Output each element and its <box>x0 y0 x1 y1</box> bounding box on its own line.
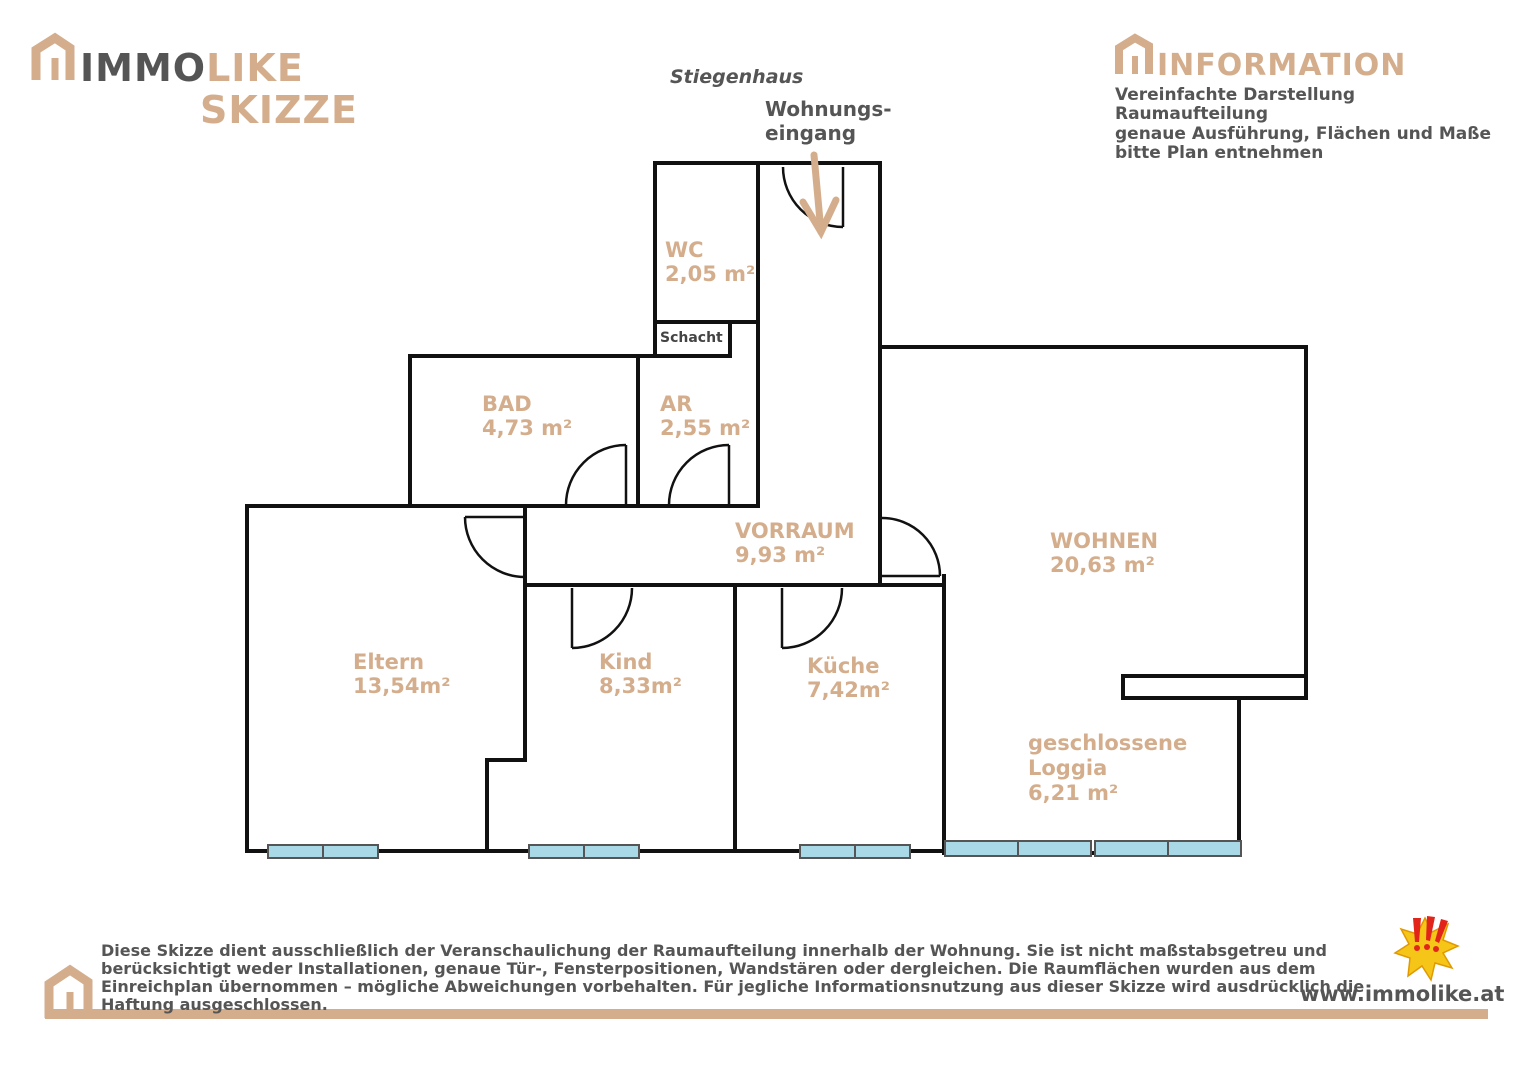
room-wc-area: 2,05 m² <box>665 262 756 286</box>
entrance-label-line2: eingang <box>765 121 857 145</box>
room-wohnen <box>1050 529 1158 577</box>
info-title: INFORMATION <box>1157 48 1407 83</box>
room-eltern <box>353 650 451 698</box>
room-kueche-area: 7,42m² <box>807 678 890 702</box>
room-vorraum <box>735 519 855 567</box>
info-house-icon <box>1119 38 1149 74</box>
info-line-2: Raumaufteilung <box>1115 104 1269 124</box>
room-kind-name: Kind <box>599 650 653 674</box>
room-wc <box>665 238 755 286</box>
logo-title <box>80 48 304 88</box>
schacht-label: Schacht <box>660 330 723 346</box>
room-wohnen-area: 20,63 m² <box>1050 553 1155 577</box>
room-loggia <box>1028 731 1187 806</box>
room-ar <box>660 392 750 440</box>
room-kind <box>599 650 682 698</box>
room-eltern-name: Eltern <box>353 650 425 674</box>
info-line-4: bitte Plan entnehmen <box>1115 143 1324 163</box>
info-line-3: genaue Ausführung, Flächen und Maße <box>1115 124 1492 144</box>
entrance-label <box>765 97 892 145</box>
room-vorraum-area: 9,93 m² <box>735 543 826 567</box>
entrance-arrow-icon <box>803 155 836 232</box>
logo-house-icon <box>36 38 70 80</box>
room-loggia-area: 6,21 m² <box>1028 781 1119 805</box>
logo-subtitle: SKIZZE <box>200 88 359 132</box>
room-kueche <box>807 654 890 702</box>
room-bad-area: 4,73 m² <box>482 416 573 440</box>
room-bad-name: BAD <box>482 392 532 416</box>
exclamation-burst-icon <box>1395 916 1458 980</box>
room-ar-name: AR <box>660 392 693 416</box>
stiegenhaus-label: Stiegenhaus <box>670 66 804 88</box>
logo-part2: LIKE <box>206 46 304 90</box>
disclaimer-text: Diese Skizze dient ausschließlich der Veranschaulichung der Raumaufteilung innerhalb der Wohnung. Sie ist nicht maßstabsgetreu und berücksichtigt weder Installationen, genaue Tür-, Fensterpositionen, Wandstären oder dergleichen. Die Raumflächen wurden aus dem Einreichplan übernommen – mögliche Abweichungen vorbehalten. Für jegliche Informationsnutzung aus dieser Skizze wird ausdrücklich die Haftung ausgeschlossen. <box>101 941 1365 1014</box>
room-vorraum-name: VORRAUM <box>735 519 855 543</box>
room-eltern-area: 13,54m² <box>353 674 451 698</box>
website-link[interactable]: www.immolike.at <box>1300 982 1505 1006</box>
room-ar-area: 2,55 m² <box>660 416 751 440</box>
entrance-label-line1: Wohnungs- <box>765 97 892 121</box>
room-loggia-line2: Loggia <box>1028 756 1108 780</box>
room-wohnen-name: WOHNEN <box>1050 529 1159 553</box>
room-wc-name: WC <box>665 238 704 262</box>
room-kind-area: 8,33m² <box>599 674 682 698</box>
logo-part1: IMMO <box>80 46 207 90</box>
room-kueche-name: Küche <box>807 654 880 678</box>
room-bad <box>482 392 572 440</box>
info-line-1: Vereinfachte Darstellung <box>1115 85 1355 105</box>
room-loggia-line1: geschlossene <box>1028 731 1188 755</box>
